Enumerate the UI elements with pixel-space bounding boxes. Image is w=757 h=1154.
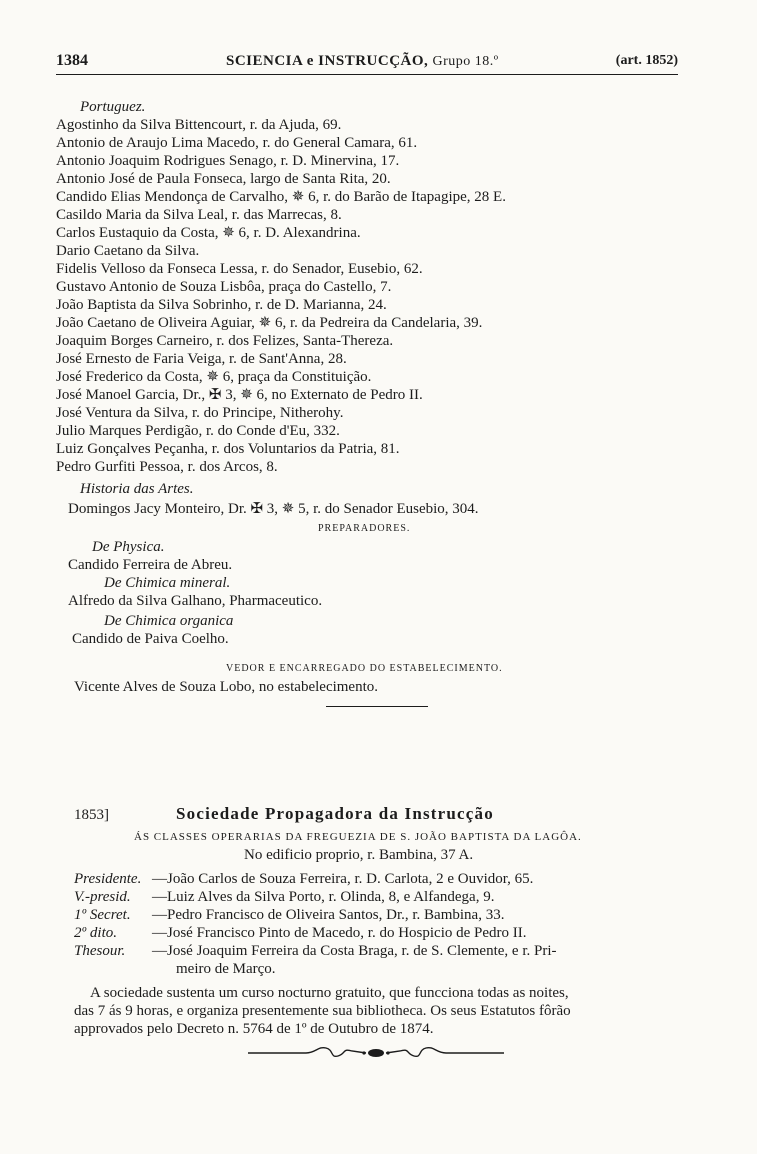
ornament-divider-icon: [246, 1042, 506, 1064]
officer-text: —Luiz Alves da Silva Porto, r. Olinda, 8, e Alfandega, 9.: [152, 889, 495, 905]
teacher-entry: João Baptista da Silva Sobrinho, r. de D. Marianna, 24.: [56, 297, 387, 313]
officer-row: [74, 924, 527, 942]
teacher-entry: Julio Marques Perdigão, r. do Conde d'Eu, 332.: [56, 423, 340, 439]
group-label: Grupo 18.º: [432, 54, 499, 69]
officer-text: —José Joaquim Ferreira da Costa Braga, r. de S. Clemente, e r. Pri-: [152, 943, 557, 959]
preparadores-heading: PREPARADORES.: [318, 523, 411, 534]
teacher-entry: Pedro Gurfiti Pessoa, r. dos Arcos, 8.: [56, 459, 278, 475]
section-heading-historia: Historia das Artes.: [80, 481, 194, 497]
teacher-entry: Candido Elias Mendonça de Carvalho, ✵ 6, r. do Barão de Itapagipe, 28 E.: [56, 189, 506, 205]
officer-text: —José Francisco Pinto de Macedo, r. do Hospicio de Pedro II.: [152, 925, 527, 941]
teacher-entry: Carlos Eustaquio da Costa, ✵ 6, r. D. Alexandrina.: [56, 225, 361, 241]
entry-number: 1853]: [74, 807, 109, 823]
teacher-entry: Antonio Joaquim Rodrigues Senago, r. D. Minervina, 17.: [56, 153, 400, 169]
teacher-entry: Antonio de Araujo Lima Macedo, r. do General Camara, 61.: [56, 135, 418, 151]
page-header: [56, 52, 678, 75]
paragraph-line: A sociedade sustenta um curso nocturno gratuito, que funcciona todas as noites,: [90, 985, 569, 1001]
physica-name: Candido Ferreira de Abreu.: [68, 557, 233, 573]
chimica-mineral-heading: De Chimica mineral.: [104, 575, 231, 591]
chimica-organica-heading: De Chimica organica: [104, 613, 234, 629]
officer-continuation: meiro de Março.: [176, 961, 276, 977]
paragraph-line: das 7 ás 9 horas, e organiza presentemente sua bibliotheca. Os seus Estatutos fôrão: [74, 1003, 571, 1019]
teacher-entry: Dario Caetano da Silva.: [56, 243, 200, 259]
section-divider: [326, 706, 428, 707]
chimica-organica-name: Candido de Paiva Coelho.: [72, 631, 229, 647]
teacher-entry: Gustavo Antonio de Souza Lisbôa, praça do Castello, 7.: [56, 279, 392, 295]
physica-heading: De Physica.: [92, 539, 165, 555]
teacher-entry: Joaquim Borges Carneiro, r. dos Felizes, Santa-Thereza.: [56, 333, 394, 349]
officer-role: V.-presid.: [74, 889, 131, 905]
officer-row: [74, 906, 504, 924]
society-location: No edificio proprio, r. Bambina, 37 A.: [244, 847, 474, 863]
teacher-entry: José Frederico da Costa, ✵ 6, praça da Constituição.: [56, 369, 372, 385]
teacher-entry: José Ernesto de Faria Veiga, r. de Sant'Anna, 28.: [56, 351, 347, 367]
running-title: [226, 53, 499, 70]
society-subtitle: ÁS CLASSES OPERARIAS DA FREGUEZIA DE S. JOÃO BAPTISTA DA LAGÔA.: [134, 831, 582, 843]
teacher-entry: Luiz Gonçalves Peçanha, r. dos Voluntarios da Patria, 81.: [56, 441, 400, 457]
teacher-entry: Agostinho da Silva Bittencourt, r. da Ajuda, 69.: [56, 117, 342, 133]
vedor-name: Vicente Alves de Souza Lobo, no estabelecimento.: [74, 679, 379, 695]
chimica-mineral-name: Alfredo da Silva Galhano, Pharmaceutico.: [68, 593, 323, 609]
teacher-entry: Domingos Jacy Monteiro, Dr. ✠ 3, ✵ 5, r. do Senador Eusebio, 304.: [68, 501, 479, 517]
vedor-heading: VEDOR E ENCARREGADO DO ESTABELECIMENTO.: [226, 663, 503, 674]
running-title-text: SCIENCIA e INSTRUCÇÃO,: [226, 53, 429, 69]
teacher-entry: Fidelis Velloso da Fonseca Lessa, r. do Senador, Eusebio, 62.: [56, 261, 423, 277]
teacher-entry: Antonio José de Paula Fonseca, largo de Santa Rita, 20.: [56, 171, 391, 187]
teacher-entry: João Caetano de Oliveira Aguiar, ✵ 6, r. da Pedreira da Candelaria, 39.: [56, 315, 483, 331]
officer-text: —Pedro Francisco de Oliveira Santos, Dr., r. Bambina, 33.: [152, 907, 505, 923]
page-number: 1384: [56, 52, 88, 69]
officer-row: [74, 942, 557, 960]
officer-role: 1º Secret.: [74, 907, 131, 923]
teacher-entry: José Ventura da Silva, r. do Principe, Nitherohy.: [56, 405, 344, 421]
officer-text: —João Carlos de Souza Ferreira, r. D. Carlota, 2 e Ouvidor, 65.: [152, 871, 534, 887]
section-heading-portugues: Portuguez.: [80, 99, 146, 115]
officer-role: Thesour.: [74, 943, 126, 959]
officer-role: Presidente.: [74, 871, 142, 887]
officer-row: [74, 870, 533, 888]
paragraph-line: approvados pelo Decreto n. 5764 de 1º de Outubro de 1874.: [74, 1021, 434, 1037]
teacher-entry: Casildo Maria da Silva Leal, r. das Marrecas, 8.: [56, 207, 342, 223]
officer-role: 2º dito.: [74, 925, 117, 941]
teacher-entry: José Manoel Garcia, Dr., ✠ 3, ✵ 6, no Externato de Pedro II.: [56, 387, 423, 403]
society-title: Sociedade Propagadora da Instrucção: [176, 804, 494, 823]
officer-row: [74, 888, 494, 906]
article-reference: (art. 1852): [615, 53, 678, 68]
